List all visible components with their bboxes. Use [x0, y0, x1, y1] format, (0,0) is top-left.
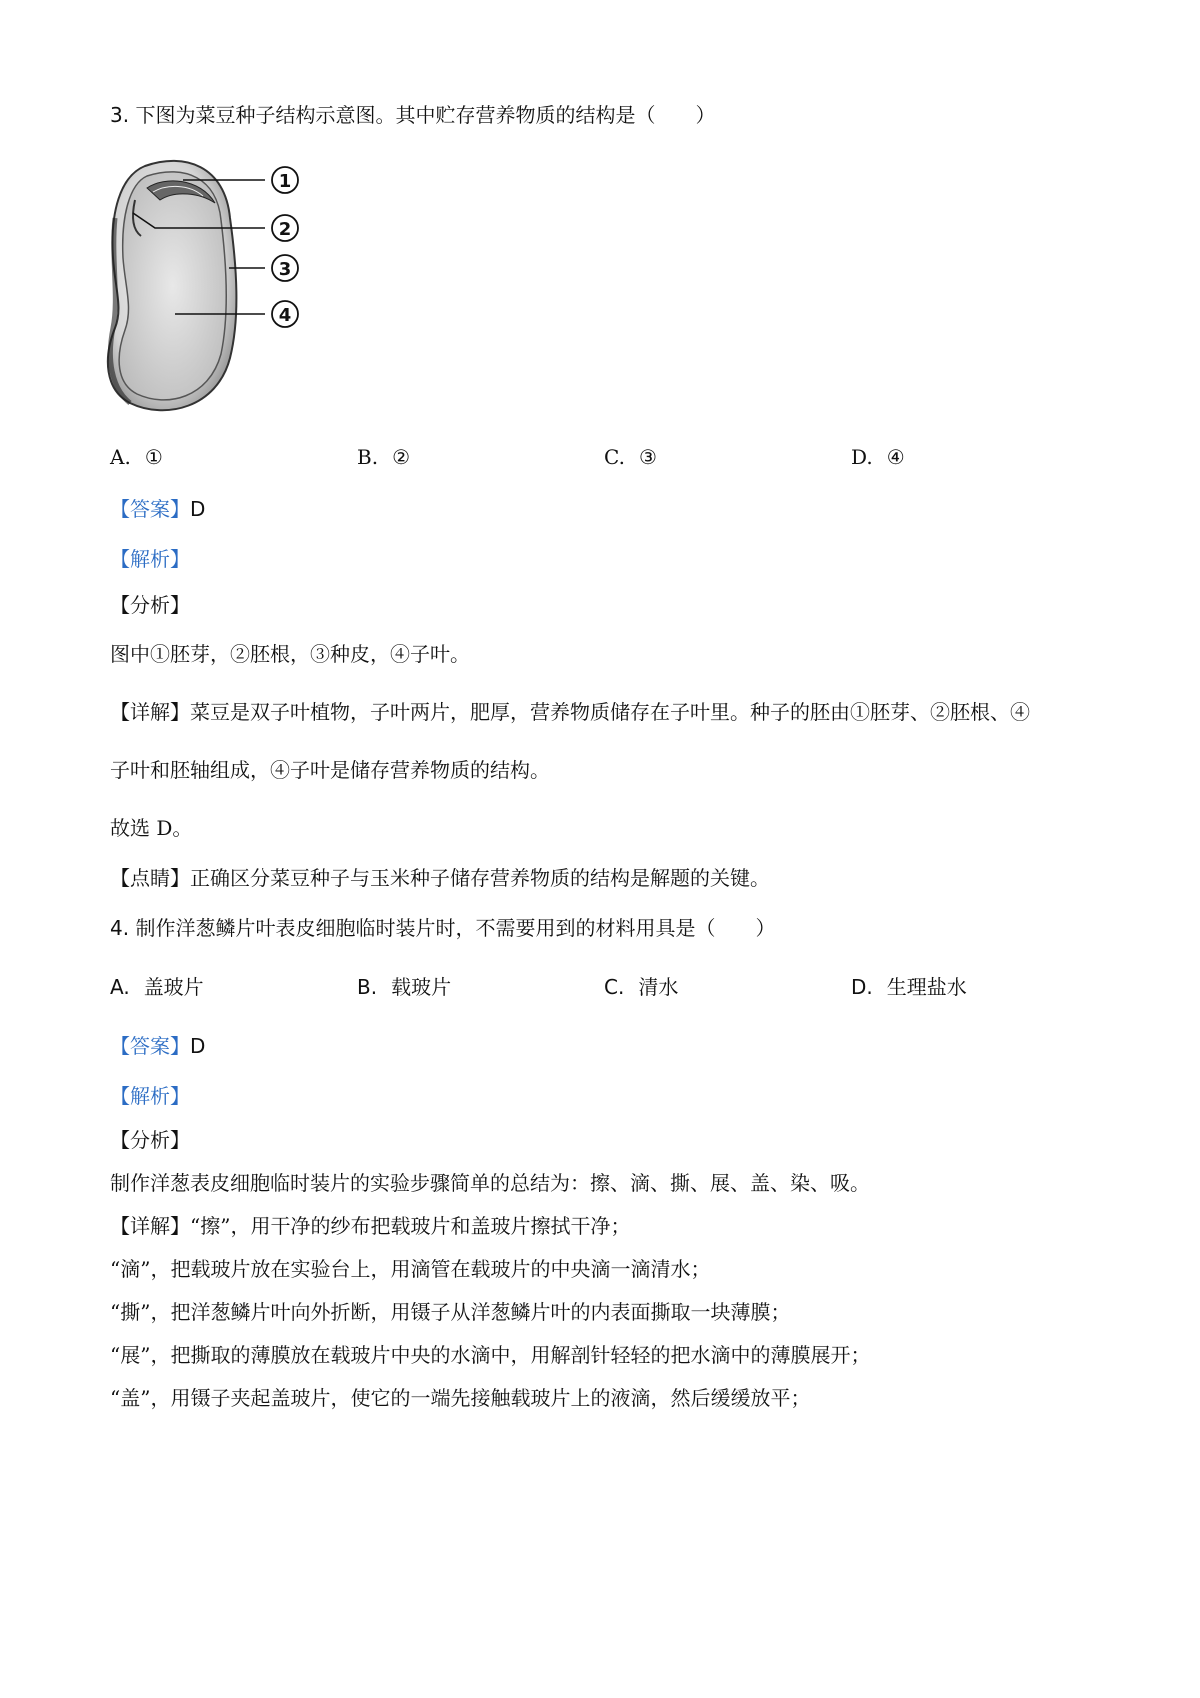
answer-tag: 【答案】	[110, 1034, 190, 1058]
q3-number: 3.	[110, 103, 130, 127]
svg-text:2: 2	[278, 219, 292, 240]
answer-tag: 【答案】	[110, 497, 190, 521]
q3-xiangjie-line1: 【详解】菜豆是双子叶植物，子叶两片，肥厚，营养物质储存在子叶里。种子的胚由①胚芽、②胚根、④	[110, 700, 1030, 724]
svg-text:3: 3	[278, 259, 292, 280]
bean-seed-diagram	[105, 158, 340, 418]
q3-fenxi-text: 图中①胚芽，②胚根，③种皮，④子叶。	[110, 642, 470, 666]
q4-option-b: B. 载玻片	[357, 975, 452, 999]
q4-xiangjie-step1: 【详解】“擦”，用干净的纱布把载玻片和盖玻片擦拭干净；	[110, 1214, 631, 1238]
q4-xiangjie-step3: “撕”，把洋葱鳞片叶向外折断，用镊子从洋葱鳞片叶的内表面撕取一块薄膜；	[110, 1300, 791, 1324]
q4-option-a: A. 盖玻片	[110, 975, 204, 999]
q4-fenxi-tag: 【分析】	[110, 1128, 190, 1152]
q3-option-b: B. ②	[357, 445, 410, 469]
q3-answer	[110, 496, 205, 522]
q3-option-a: A. ①	[110, 445, 163, 469]
q3-dianjing: 【点睛】正确区分菜豆种子与玉米种子储存营养物质的结构是解题的关键。	[110, 866, 770, 890]
q4-xiangjie-step4: “展”，把撕取的薄膜放在载玻片中央的水滴中，用解剖针轻轻的把水滴中的薄膜展开；	[110, 1343, 871, 1367]
q4-answer	[110, 1033, 205, 1059]
q4-stem	[110, 915, 775, 941]
q3-fenxi-tag: 【分析】	[110, 593, 190, 617]
q4-xiangjie-step2: “滴”，把载玻片放在实验台上，用滴管在载玻片的中央滴一滴清水；	[110, 1257, 711, 1281]
q3-option-d: D. ④	[851, 445, 905, 469]
q4-stem-text: 制作洋葱鳞片叶表皮细胞临时装片时，不需要用到的材料用具是（ ）	[135, 916, 776, 940]
q4-number: 4.	[110, 916, 130, 940]
answer-value: D	[190, 497, 206, 521]
q4-fenxi-text: 制作洋葱表皮细胞临时装片的实验步骤简单的总结为：擦、滴、撕、展、盖、染、吸。	[110, 1171, 870, 1195]
q3-xiangjie-line2: 子叶和胚轴组成，④子叶是储存营养物质的结构。	[110, 758, 550, 782]
q4-option-d: D. 生理盐水	[851, 975, 967, 999]
q4-option-c: C. 清水	[604, 975, 679, 999]
answer-value: D	[190, 1034, 206, 1058]
q3-stem-text: 下图为菜豆种子结构示意图。其中贮存营养物质的结构是（ ）	[135, 103, 716, 127]
q4-xiangjie-step5: “盖”，用镊子夹起盖玻片，使它的一端先接触载玻片上的液滴，然后缓缓放平；	[110, 1386, 811, 1410]
q4-analysis-tag: 【解析】	[110, 1084, 190, 1108]
q3-stem	[110, 102, 715, 128]
q3-option-c: C. ③	[604, 445, 657, 469]
svg-text:4: 4	[278, 305, 292, 326]
svg-text:1: 1	[278, 171, 292, 192]
q3-conclusion: 故选 D。	[110, 816, 193, 840]
bean-seed-illustration	[105, 158, 340, 418]
q3-analysis-tag: 【解析】	[110, 547, 190, 571]
